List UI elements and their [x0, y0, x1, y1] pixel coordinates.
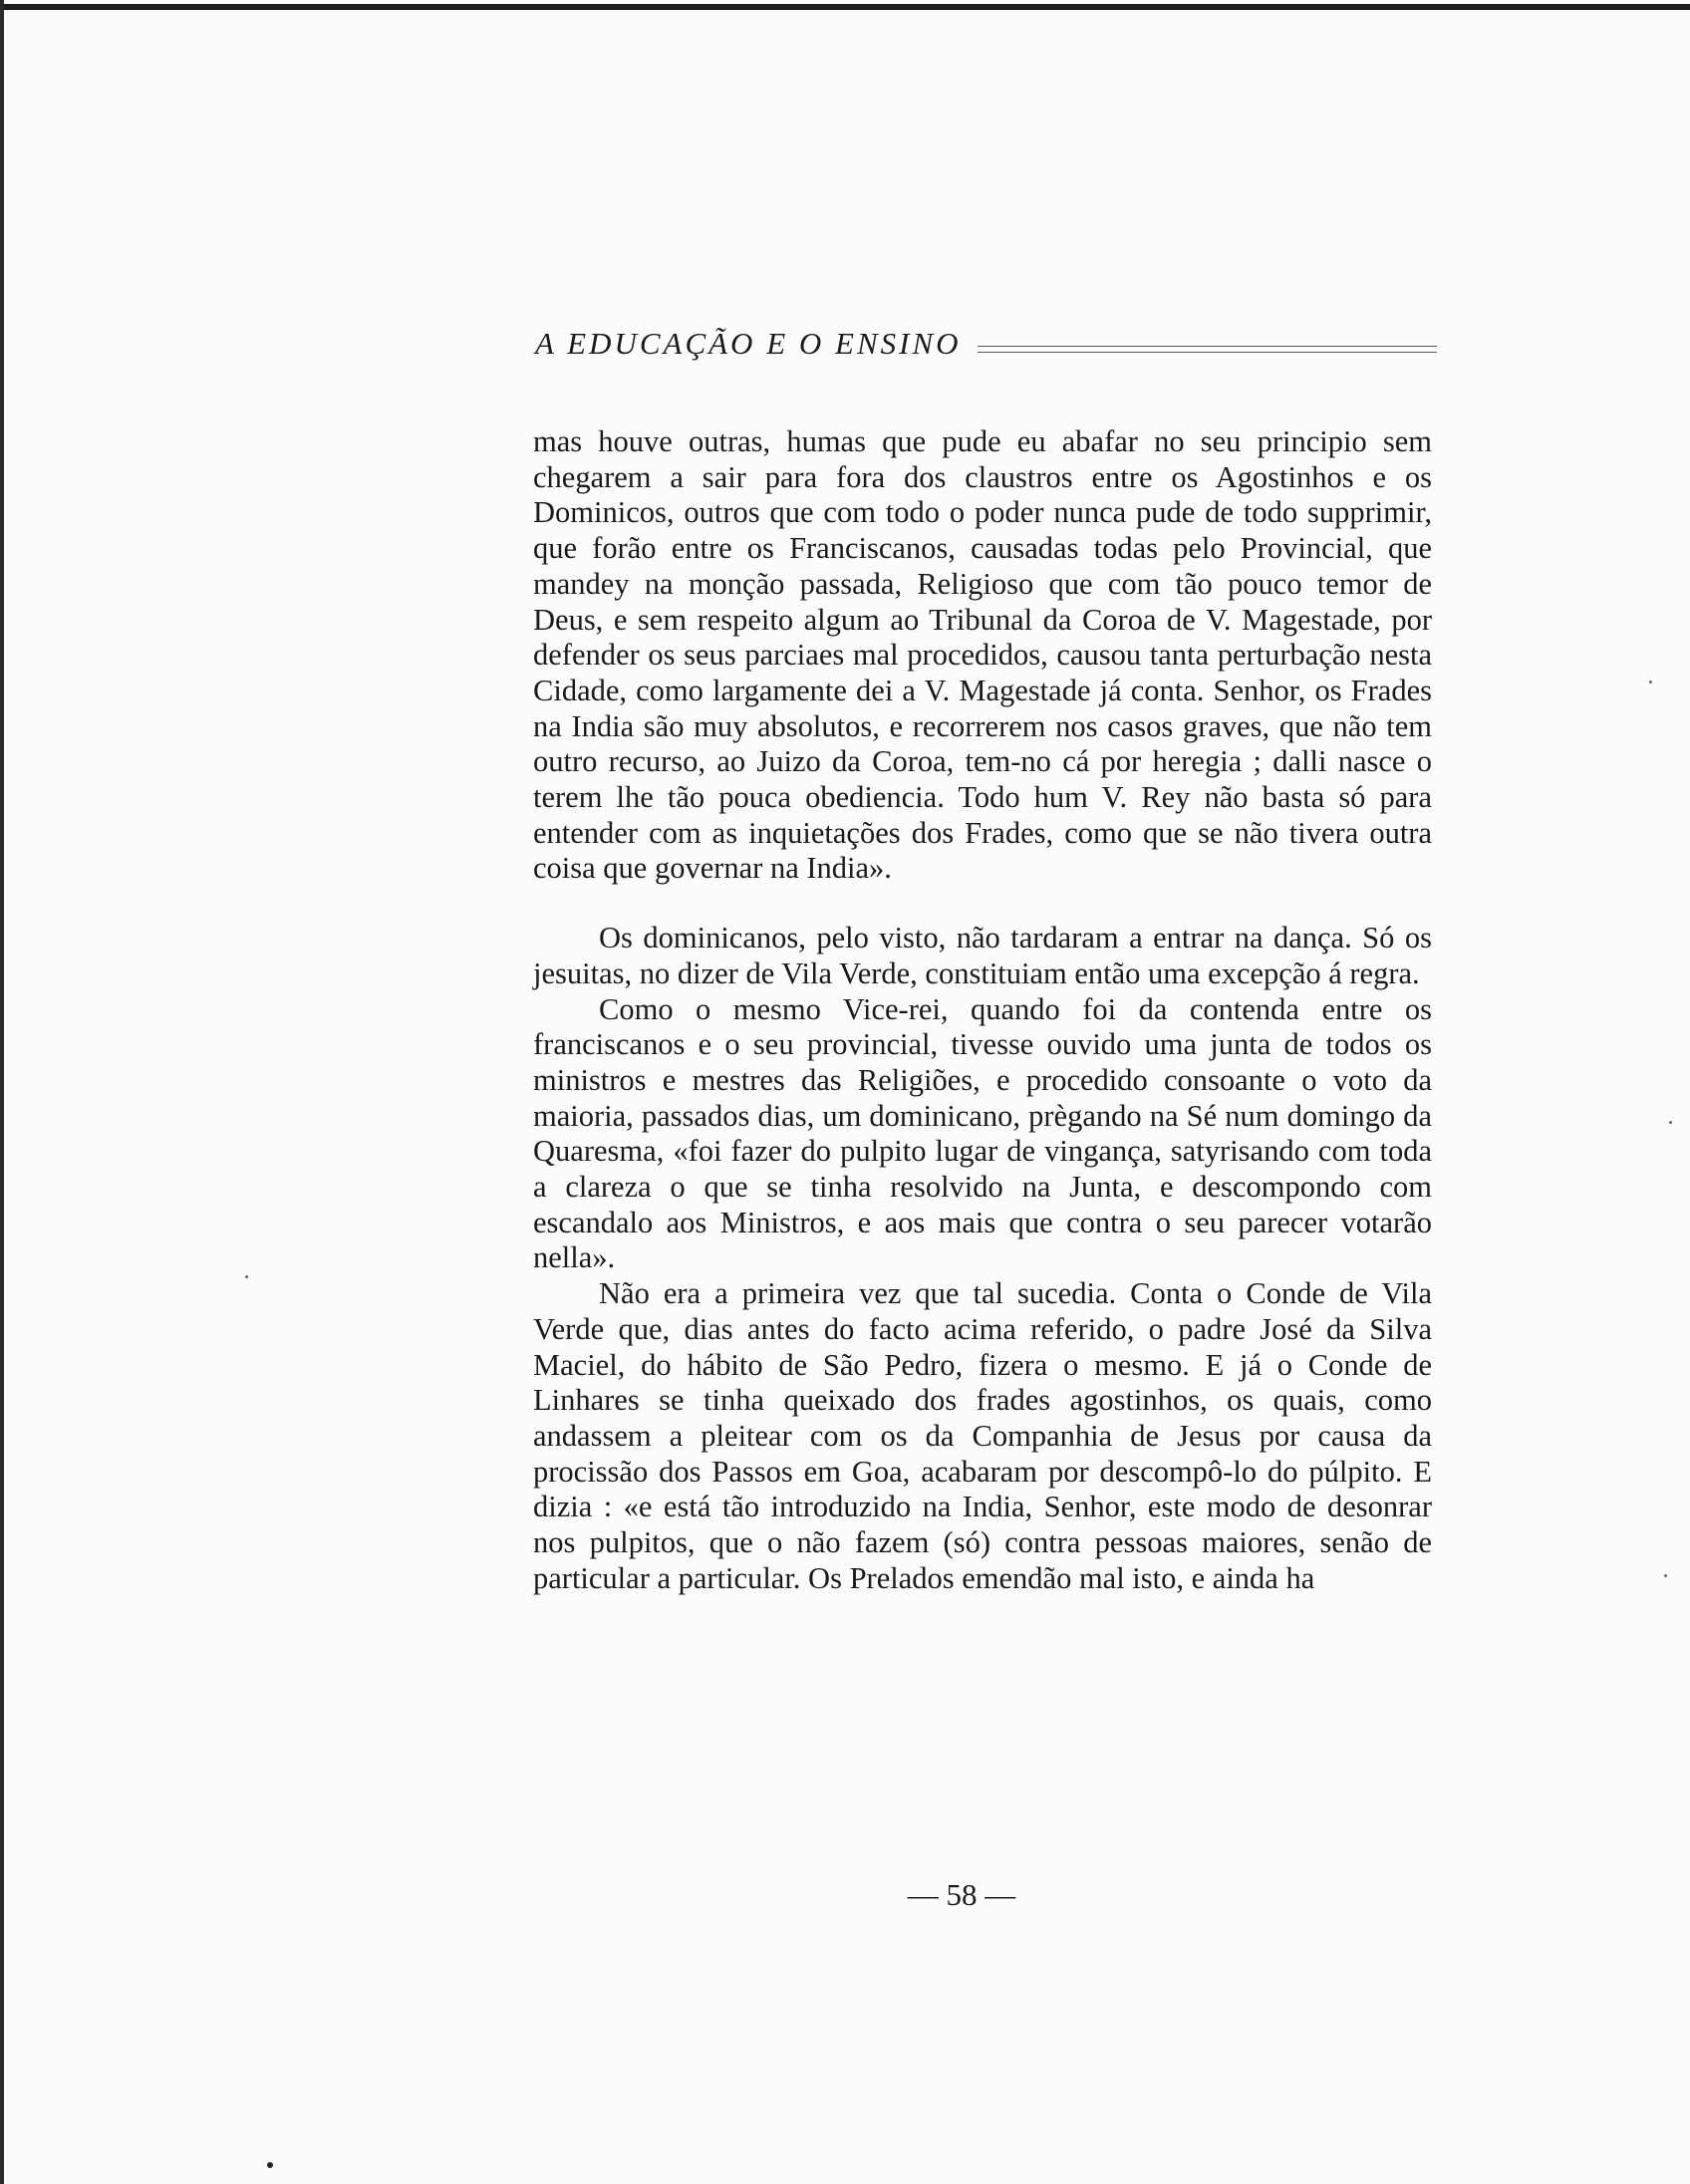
scan-speck	[1664, 1574, 1667, 1577]
header-title: A EDUCAÇÃO E O ENSINO	[535, 326, 962, 361]
body-text	[533, 424, 1432, 1597]
paragraph: Não era a primeira vez que tal sucedia. Conta o Conde de Vila Verde que, dias antes do facto acima referido, o padre José da Silva Maciel, do hábito de São Pedro, fizera o mesmo. E já o Conde de Linhares se tinha queixado dos frades agostinhos, os quais, como andassem a pleitear com os da Companhia de Jesus por causa da procissão dos Passos em Goa, acabaram por descompô-lo do púlpito. E dizia : «e está tão introduzido na India, Senhor, este modo de desonrar nos pulpitos, que o não fazem (só) contra pessoas maiores, senão de particular a particular. Os Prelados emendão mal isto, e ainda ha	[533, 1276, 1432, 1595]
running-header	[535, 321, 1437, 367]
page-number: — 58 —	[907, 1877, 1016, 1912]
scan-top-edge	[0, 4, 1690, 10]
paragraph: mas houve outras, humas que pude eu abafar no seu principio sem chegarem a sair para fora dos claustros entre os Agostinhos e os Dominicos, outros que com todo o poder nunca pude de todo supprimir, que forão entre os Franciscanos, causadas todas pelo Provincial, que mandey na monção passada, Religioso que com tão pouco temor de Deus, e sem respeito algum ao Tribunal da Coroa de V. Magestade, por defender os seus parciaes mal procedidos, causou tanta perturbação nesta Cidade, como largamente dei a V. Magestade já conta. Senhor, os Frades na India são muy absolutos, e recorrerem nos casos graves, que não tem outro recurso, ao Juizo da Coroa, tem-no cá por heregia ; dalli nasce o terem lhe tão pouca obediencia. Todo hum V. Rey não basta só para entender com as inquietações dos Frades, como que se não tivera outra coisa que governar na India».	[533, 424, 1432, 886]
header-rule	[978, 346, 1437, 353]
scan-speck	[267, 2162, 273, 2168]
scan-left-edge	[0, 0, 4, 2184]
scan-speck	[1669, 1121, 1672, 1124]
scan-speck	[245, 1275, 248, 1278]
paragraph: Os dominicanos, pelo visto, não tardaram a entrar na dança. Só os jesuitas, no dizer de Vila Verde, constituiam então uma excepção á regra.	[533, 921, 1432, 990]
scan-speck	[1649, 681, 1652, 683]
paragraph: Como o mesmo Vice-rei, quando foi da contenda entre os franciscanos e o seu provincial, tivesse ouvido uma junta de todos os ministros e mestres das Religiões, e procedido consoante o voto da maioria, passados dias, um dominicano, prègando na Sé num domingo da Quaresma, «foi fazer do pulpito lugar de vingança, satyrisando com toda a clareza o que se tinha resolvido na Junta, e descompondo com escandalo aos Ministros, e aos mais que contra o seu parecer votarão nella».	[533, 991, 1432, 1275]
